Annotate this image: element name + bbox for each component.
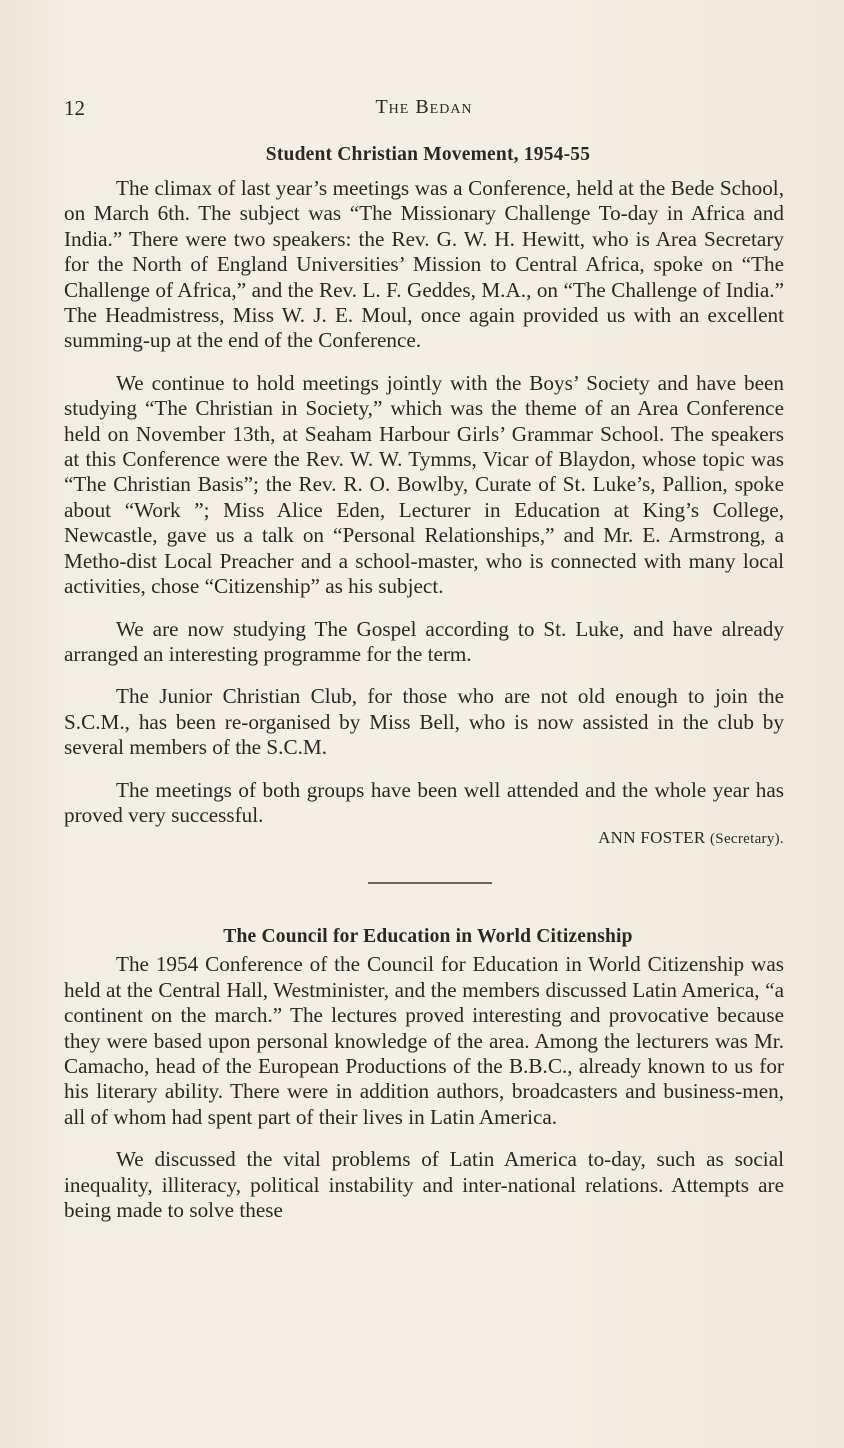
paragraph: We continue to hold meetings jointly with the Boys’ Society and have been studying “The Christian in Society,” which was the theme of an Area Conference held on November 13th, at Seaham Harbour Girls’ Grammar School. The speakers at this Conference were the Rev. W. W. Tymms, Vicar of Blaydon, whose topic was “The Christian Basis”; the Rev. R. O. Bowlby, Curate of St. Luke’s, Pallion, spoke about “Work ”; Miss Alice Eden, Lecturer in Education at King’s College, Newcastle, gave us a talk on “Personal Relationships,” and Mr. E. Armstrong, a Metho-dist Local Preacher and a school-master, who is connected with many local activities, chose “Citizenship” as his subject.	[64, 370, 784, 599]
running-title: The Bedan	[375, 96, 473, 118]
paragraph: We are now studying The Gospel according to St. Luke, and have already arranged an interesting programme for the term.	[64, 616, 784, 666]
paragraph: We discussed the vital problems of Latin America to-day, such as social inequality, illiteracy, political instability and inter-national relations. Attempts are being made to solve these	[64, 1147, 784, 1222]
article-body	[64, 144, 784, 1223]
paragraph: The climax of last year’s meetings was a Conference, held at the Bede School, on March 6th. The subject was “The Missionary Challenge To-day in Africa and India.” There were two speakers: the Rev. G. W. H. Hewitt, who is Area Secretary for the North of England Universities’ Mission to Central Africa, spoke on “The Challenge of Africa,” and the Rev. L. F. Geddes, M.A., on “The Challenge of India.” The Headmistress, Miss W. J. E. Moul, once again provided us with an excellent summing-up at the end of the Conference.	[64, 176, 784, 353]
section-title-scm: Student Christian Movement, 1954-55	[265, 144, 591, 165]
section-divider	[368, 882, 492, 884]
paragraph: The meetings of both groups have been well attended and the whole year has proved very successful.	[64, 777, 784, 827]
paragraph: The Junior Christian Club, for those who are not old enough to join the S.C.M., has been re-organised by Miss Bell, who is now assisted in the club by several members of the S.C.M.	[64, 684, 784, 760]
signature	[64, 828, 784, 848]
signature-role: (Secretary).	[710, 831, 784, 848]
signature-name: ANN FOSTER	[598, 828, 706, 848]
section-title-cewc: The Council for Education in World Citizenship	[223, 926, 633, 948]
page-number: 12	[64, 96, 85, 120]
paragraph: The 1954 Conference of the Council for Education in World Citizenship was held at the Central Hall, Westminister, and the members discussed Latin America, “a continent on the march.” The lectures proved interesting and provocative because they were based upon personal knowledge of the area. Among the lecturers was Mr. Camacho, head of the European Productions of the B.B.C., already known to us for his literary ability. There were in addition authors, broadcasters and business-men, all of whom had spent part of their lives in Latin America.	[64, 952, 784, 1129]
page-header	[64, 96, 784, 126]
